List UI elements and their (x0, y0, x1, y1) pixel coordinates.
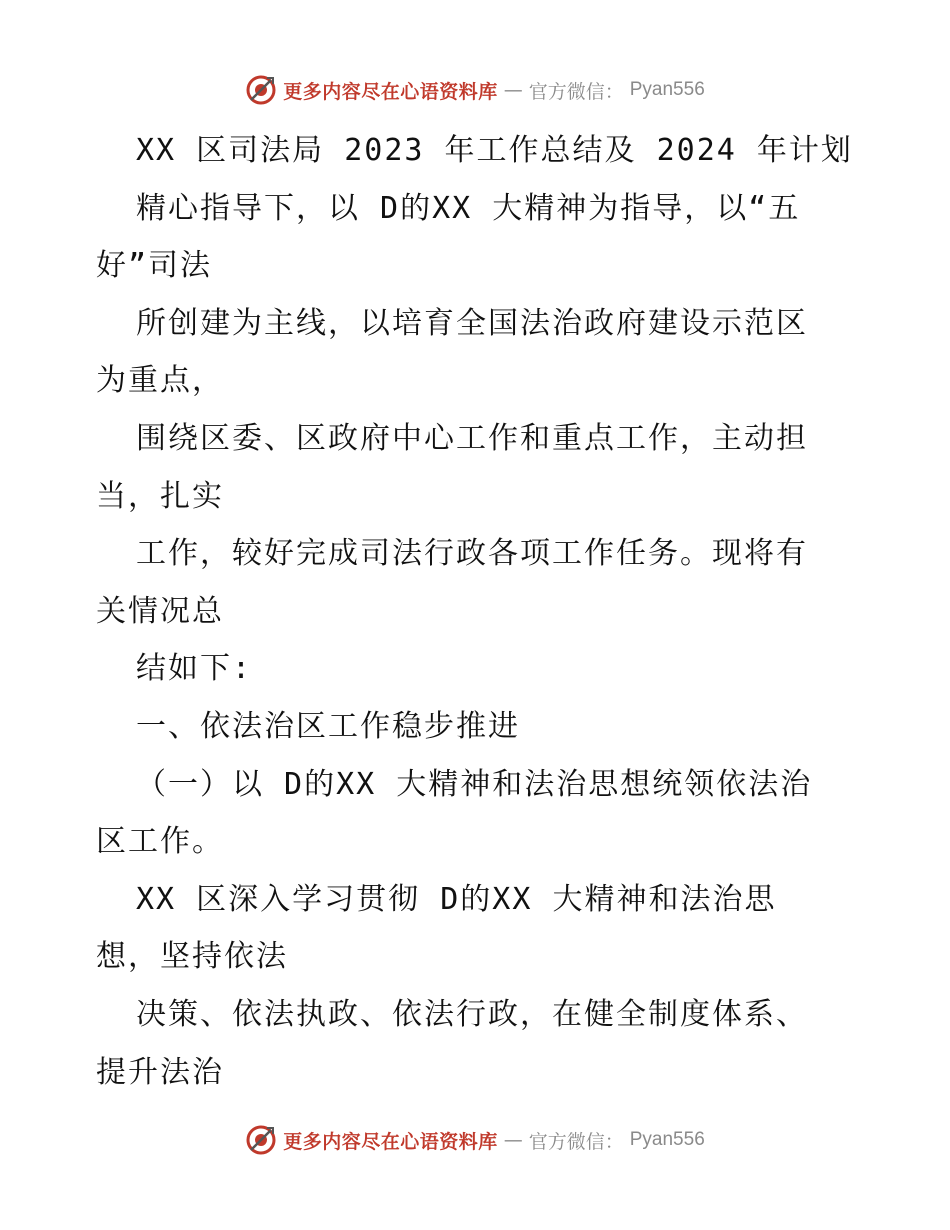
document-body (96, 122, 856, 1101)
paragraph-line: 想，坚持依法 (96, 939, 288, 975)
banner-official-label: 官方微信： (528, 80, 624, 103)
subsection-heading: （一）以 D的XX 大精神和法治思想统领依法治 (136, 766, 813, 802)
banner-main-text: 更多内容尽在心语资料库 (283, 80, 498, 103)
paragraph-line: 围绕区委、区政府中心工作和重点工作，主动担 (136, 420, 808, 456)
paragraph-line: 关情况总 (96, 593, 224, 629)
paragraph-line: XX 区深入学习贯彻 D的XX 大精神和法治思 (136, 881, 777, 917)
banner-wechat-id: Pyan556 (629, 79, 705, 100)
brand-logo-icon (245, 74, 277, 106)
paragraph-line: 区工作。 (96, 824, 224, 860)
banner-separator: — (503, 1129, 523, 1151)
banner-official-label: 官方微信： (528, 1130, 624, 1153)
banner-separator: — (503, 79, 523, 101)
paragraph-line: 结如下: (136, 651, 253, 687)
paragraph-line: 提升法治 (96, 1054, 224, 1090)
paragraph-line: 工作，较好完成司法行政各项工作任务。现将有 (136, 536, 808, 572)
paragraph-line: 决策、依法执政、依法行政，在健全制度体系、 (136, 996, 808, 1032)
document-title: XX 区司法局 2023 年工作总结及 2024 年计划 (136, 133, 853, 168)
paragraph-line: 好”司法 (96, 248, 213, 284)
paragraph-line: 所创建为主线，以培育全国法治政府建设示范区 (136, 305, 808, 341)
paragraph-line: 精心指导下，以 D的XX 大精神为指导，以“五 (136, 190, 801, 226)
paragraph-line: 为重点， (96, 363, 224, 399)
header-watermark-banner (0, 70, 950, 110)
brand-logo-icon (245, 1124, 277, 1156)
footer-watermark-banner (0, 1120, 950, 1160)
banner-wechat-id: Pyan556 (629, 1129, 705, 1150)
paragraph-line: 当，扎实 (96, 478, 224, 514)
section-heading: 一、依法治区工作稳步推进 (136, 708, 520, 744)
banner-main-text: 更多内容尽在心语资料库 (283, 1130, 498, 1153)
